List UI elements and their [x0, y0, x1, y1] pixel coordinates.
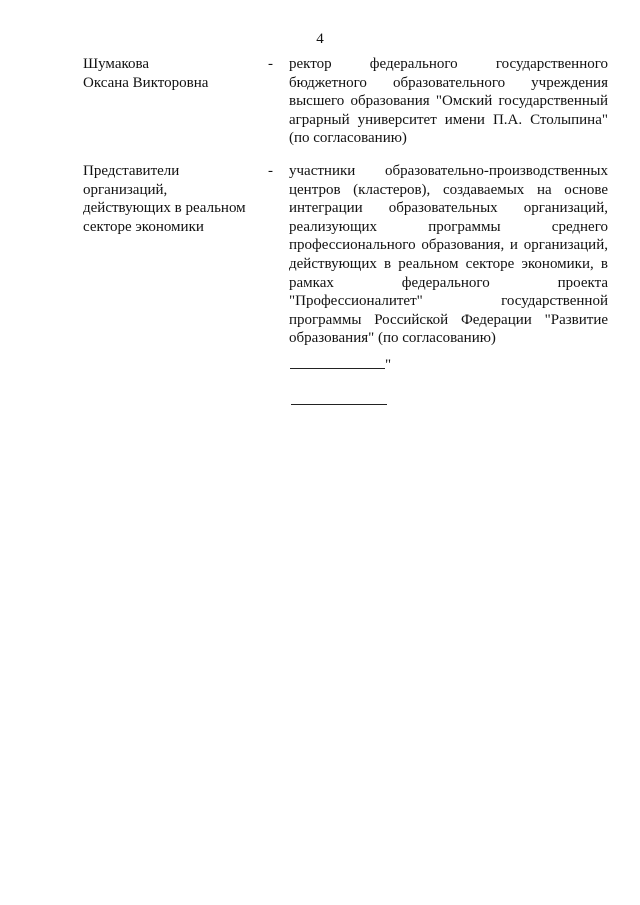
- group-name: [83, 162, 263, 236]
- position-description: участники образовательно-производственных центров (кластеров), создаваемых на основе интеграции образовательных организаций, реализующих программы среднего профессионального образования, и организаций, действующих в реальном секторе экономики, в рамках федерального проекта "Профессионалитет" государственной программы Российской Федерации "Развитие образования" (по согласованию): [289, 163, 608, 347]
- dash-separator: -: [268, 56, 273, 72]
- underline-rule: [290, 355, 385, 369]
- name-line: организаций,: [83, 181, 168, 198]
- name-line: Оксана Викторовна: [83, 74, 209, 91]
- position-description: ректор федерального государственного бюджетного образовательного учреждения высшего образования "Омский государственный аграрный университет имени П.А. Столыпина" (по согласованию): [289, 56, 608, 147]
- name-line: секторе экономики: [83, 218, 204, 235]
- person-name: [83, 55, 263, 92]
- closing-quote-line: [290, 355, 391, 374]
- end-of-document-rule: [291, 404, 387, 405]
- name-line: Представители: [83, 163, 180, 179]
- dash-separator: -: [268, 163, 273, 179]
- name-line: Шумакова: [83, 56, 150, 72]
- page-number: 4: [316, 31, 324, 47]
- closing-quote-mark: ": [385, 357, 392, 373]
- name-line: действующих в реальном: [83, 200, 246, 217]
